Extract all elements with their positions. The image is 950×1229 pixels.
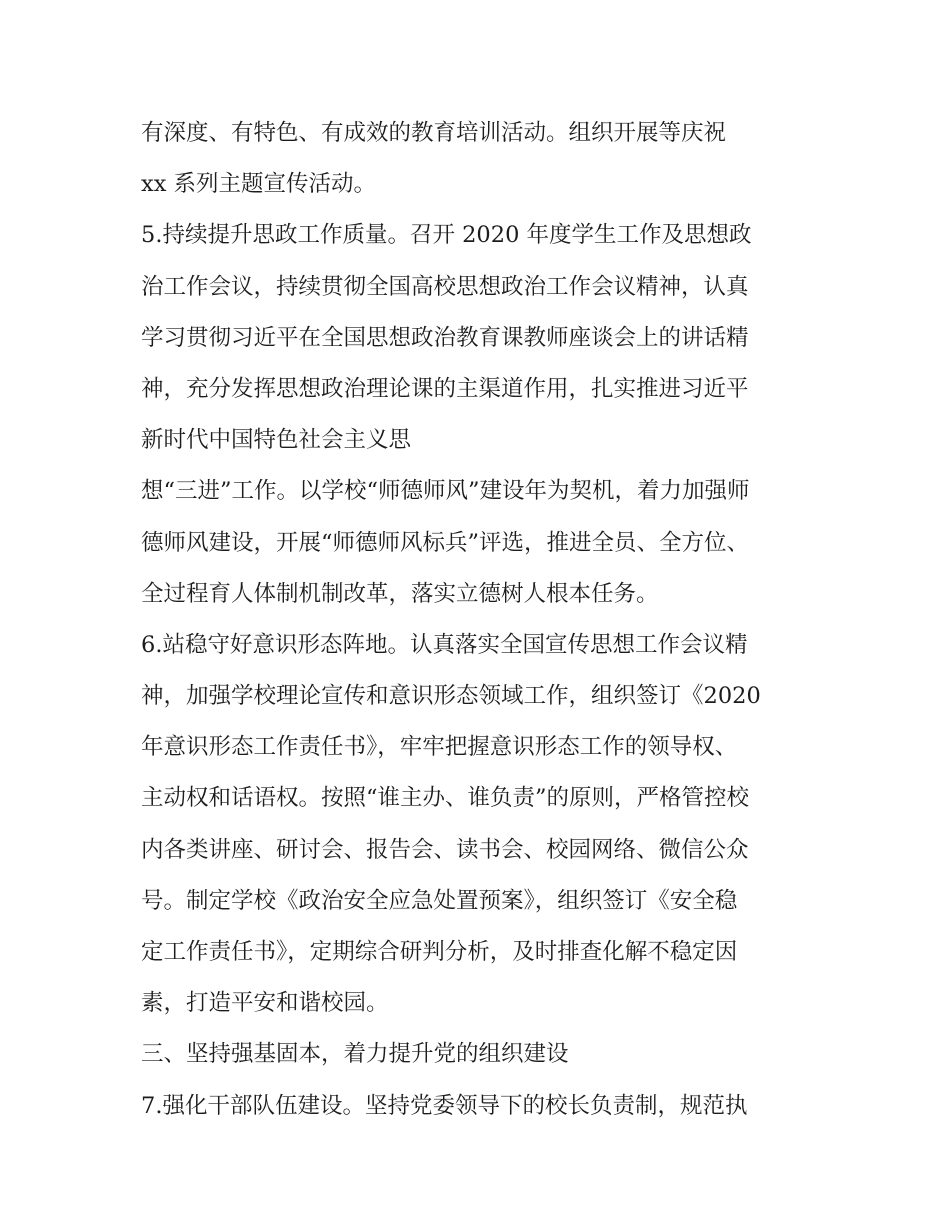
paragraph-line: 治工作会议，持续贯彻全国高校思想政治工作会议精神，认真 [141, 273, 749, 300]
paragraph-line: 德师风建设，开展“师德师风标兵”评选，推进全员、全方位、 [141, 529, 750, 556]
paragraph-line: 全过程育人体制机制改革，落实立德树人根本任务。 [141, 580, 659, 607]
paragraph-line: 年意识形态工作责任书》，牢牢把握意识形态工作的领导权、 [141, 734, 738, 761]
paragraph-line: 定工作责任书》，定期综合研判分析，及时排查化解不稳定因 [141, 939, 738, 965]
paragraph-line: 7.强化干部队伍建设。坚持党委领导下的校长负责制，规范执 [141, 1092, 748, 1119]
paragraph-line: 6.站稳守好意识形态阵地。认真落实全国宣传思想工作会议精 [141, 631, 748, 658]
paragraph-line: 神，充分发挥思想政治理论课的主渠道作用，扎实推进习近平 [141, 375, 749, 402]
paragraph-line: 5.持续提升思政工作质量。召开 2020 年度学生工作及思想政 [141, 222, 752, 249]
paragraph-line: 有深度、有特色、有成效的教育培训活动。组织开展等庆祝 [141, 120, 727, 146]
paragraph-line: xx 系列主题宣传活动。 [141, 171, 377, 198]
paragraph-line: 神，加强学校理论宣传和意识形态领域工作，组织签订《2020 [141, 683, 761, 710]
paragraph-line: 学习贯彻习近平在全国思想政治教育课教师座谈会上的讲话精 [141, 324, 749, 351]
paragraph-line: 素，打造平安和谐校园。 [141, 990, 389, 1017]
paragraph-line: 想“三进”工作。以学校“师德师风”建设年为契机，着力加强师 [141, 478, 750, 505]
paragraph-line: 号。制定学校《政治安全应急处置预案》，组织签订《安全稳 [141, 887, 738, 914]
document-body [141, 108, 821, 1132]
section-heading: 三、坚持强基固本，着力提升党的组织建设 [141, 1041, 569, 1068]
paragraph-line: 内各类讲座、研讨会、报告会、读书会、校园网络、微信公众 [141, 836, 749, 863]
paragraph-line: 新时代中国特色社会主义思 [141, 427, 412, 454]
paragraph-line: 主动权和话语权。按照“谁主办、谁负责”的原则，严格管控校 [141, 785, 750, 812]
